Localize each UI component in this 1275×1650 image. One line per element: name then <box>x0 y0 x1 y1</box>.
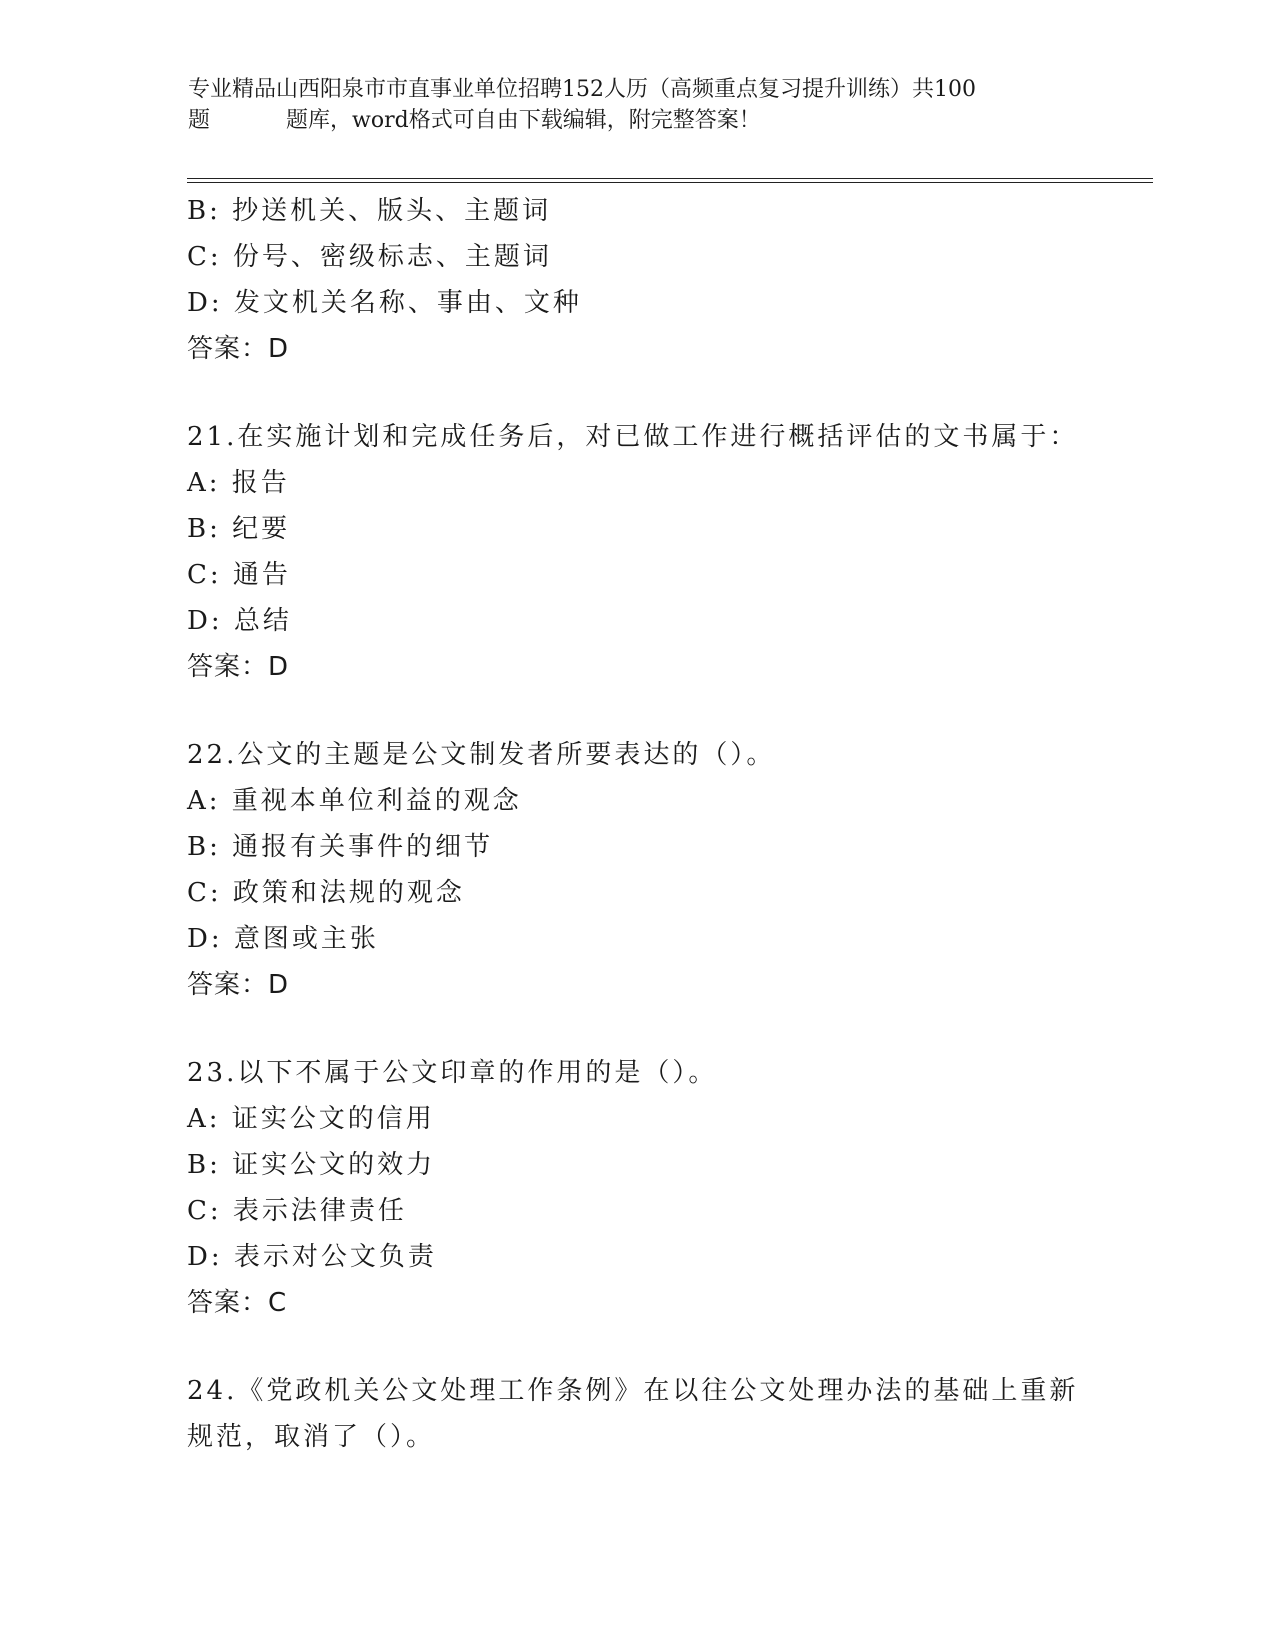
option-a: A: 重视本单位利益的观念 <box>187 786 522 816</box>
option-c: C: 份号、密级标志、主题词 <box>187 242 552 272</box>
question-22: 22.公文的主题是公文制发者所要表达的（）。 <box>187 740 776 770</box>
option-a: A: 报告 <box>187 468 290 498</box>
header-divider-bottom <box>187 182 1153 183</box>
answer-line: 答案：D <box>187 970 290 1000</box>
option-b: B: 抄送机关、版头、主题词 <box>187 196 552 226</box>
question-23: 23.以下不属于公文印章的作用的是（）。 <box>187 1058 718 1088</box>
option-d: D: 意图或主张 <box>187 924 379 954</box>
option-a: A: 证实公文的信用 <box>187 1104 435 1134</box>
question-24-line1: 24.《党政机关公文处理工作条例》在以往公文处理办法的基础上重新 <box>187 1376 1079 1406</box>
document-header <box>188 74 1088 136</box>
question-21: 21.在实施计划和完成任务后，对已做工作进行概括评估的文书属于： <box>187 422 1079 452</box>
question-24-line2: 规范，取消了（）。 <box>187 1422 436 1452</box>
option-b: B: 通报有关事件的细节 <box>187 832 494 862</box>
option-c: C: 表示法律责任 <box>187 1196 407 1226</box>
option-b: B: 纪要 <box>187 514 291 544</box>
option-c: C: 通告 <box>187 560 291 590</box>
option-d: D: 总结 <box>187 606 292 636</box>
header-line2-right: 题库，word格式可自由下载编辑，附完整答案！ <box>286 108 761 133</box>
option-b: B: 证实公文的效力 <box>187 1150 436 1180</box>
question-content <box>187 188 1087 1460</box>
header-line2-left: 题 <box>188 108 211 133</box>
answer-line: 答案：D <box>187 334 290 364</box>
header-title-line2 <box>188 105 1088 136</box>
header-title-line1: 专业精品山西阳泉市市直事业单位招聘152人历（高频重点复习提升训练）共100 <box>188 77 976 102</box>
header-divider-top <box>187 178 1153 179</box>
answer-line: 答案：D <box>187 652 290 682</box>
option-c: C: 政策和法规的观念 <box>187 878 465 908</box>
option-d: D: 发文机关名称、事由、文种 <box>187 288 582 318</box>
option-d: D: 表示对公文负责 <box>187 1242 437 1272</box>
answer-line: 答案：C <box>187 1288 288 1318</box>
